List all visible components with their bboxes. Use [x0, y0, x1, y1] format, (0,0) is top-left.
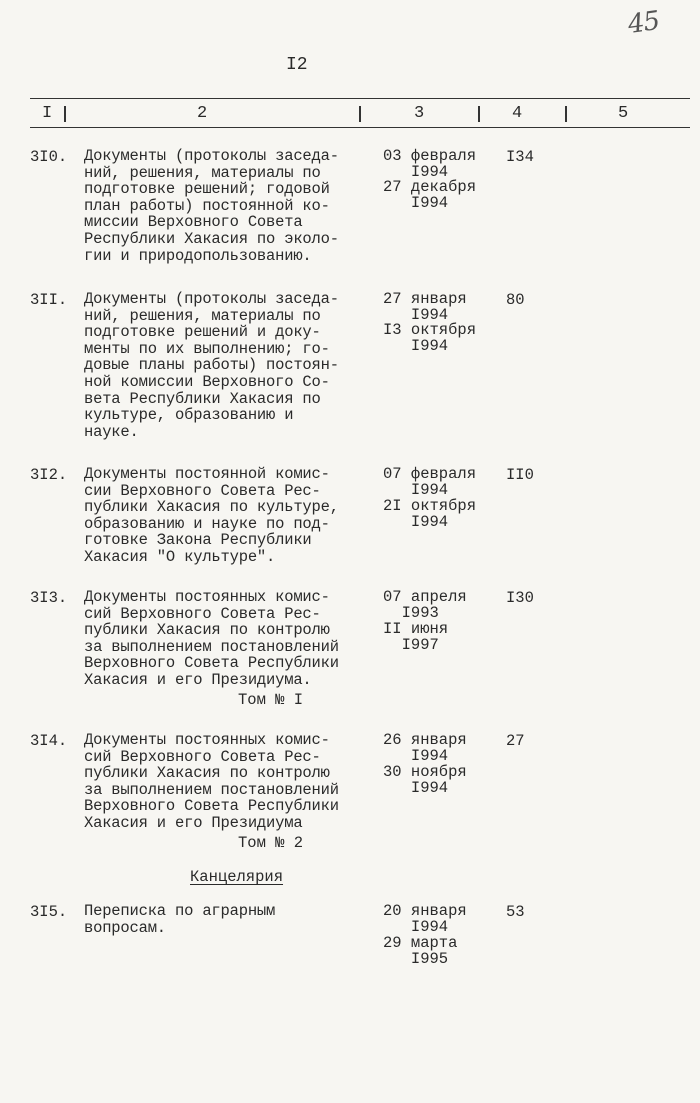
- entry-sheet-count: 27: [506, 732, 525, 750]
- entry-number: 3II.: [30, 291, 68, 309]
- entry-sheet-count: 53: [506, 903, 525, 921]
- entry-description: Документы (протоколы заседа- ний, решения, материалы по подготовке решений и доку- менты по их выполнению; го- довые планы работы) постоян- ной комиссии Верховного Со- вета Республики Хакасия по культуре, образованию и науке.: [84, 290, 339, 441]
- entry-number: 3I5.: [30, 903, 68, 921]
- entry-date-start: 27 января I994: [383, 290, 467, 324]
- entry-number: 3I4.: [30, 732, 68, 750]
- entry-number: 3I2.: [30, 466, 68, 484]
- page-number: I2: [286, 55, 308, 75]
- header-col-2: 2: [197, 104, 208, 123]
- entry-date-end: 30 ноября I994: [383, 763, 467, 797]
- entry-description: Документы постоянных комис- сий Верховного Совета Рес- публики Хакасия по контролю за выполнением постановлений Верховного Совета Республики Хакасия и его Президиума: [84, 731, 339, 832]
- entry-date-end: 2I октября I994: [383, 497, 477, 531]
- header-bottom-rule: [30, 127, 690, 128]
- header-separator: [359, 106, 361, 122]
- entry-description: Документы (протоколы заседа- ний, решения, материалы по подготовке решений; годовой план работы) постоянной ко- миссии Верховного Совета Республики Хакасия по эколо- гии и природопользованию.: [84, 147, 339, 265]
- entry-description: Документы постоянных комис- сий Верховного Совета Рес- публики Хакасия по контролю за выполнением постановлений Верховного Совета Республики Хакасия и его Президиума.: [84, 588, 339, 689]
- header-separator: [478, 106, 480, 122]
- header-col-4: 4: [512, 104, 523, 123]
- entry-sheet-count: II0: [506, 466, 534, 484]
- entry-date-start: 07 апреля I993: [383, 588, 467, 622]
- header-separator: [64, 106, 66, 122]
- entry-date-start: 26 января I994: [383, 731, 467, 765]
- entry-date-start: 07 февраля I994: [383, 465, 477, 499]
- volume-label: Том № 2: [238, 834, 304, 852]
- header-col-5: 5: [618, 104, 629, 123]
- entry-number: 3I3.: [30, 589, 68, 607]
- section-heading: Канцелярия: [190, 868, 284, 886]
- header-top-rule: [30, 98, 690, 99]
- entry-date-start: 20 января I994: [383, 902, 467, 936]
- entry-sheet-count: 80: [506, 291, 525, 309]
- header-col-1: I: [42, 104, 53, 123]
- entry-description: Переписка по аграрным вопросам.: [84, 902, 276, 937]
- entry-date-end: II июня I997: [383, 620, 449, 654]
- entry-date-end: 27 декабря I994: [383, 178, 477, 212]
- entry-sheet-count: I30: [506, 589, 534, 607]
- entry-date-start: 03 февраля I994: [383, 147, 477, 181]
- entry-date-end: 29 марта I995: [383, 934, 458, 968]
- entry-sheet-count: I34: [506, 148, 534, 166]
- volume-label: Том № I: [238, 691, 304, 709]
- entry-date-end: I3 октября I994: [383, 321, 477, 355]
- header-col-3: 3: [414, 104, 425, 123]
- entry-description: Документы постоянной комис- сии Верховного Совета Рес- публики Хакасия по культуре, образованию и науке по под- готовке Закона Республики Хакасия "О культуре".: [84, 465, 339, 566]
- handwritten-sheet-number: 45: [626, 5, 662, 41]
- header-separator: [565, 106, 567, 122]
- entry-number: 3I0.: [30, 148, 68, 166]
